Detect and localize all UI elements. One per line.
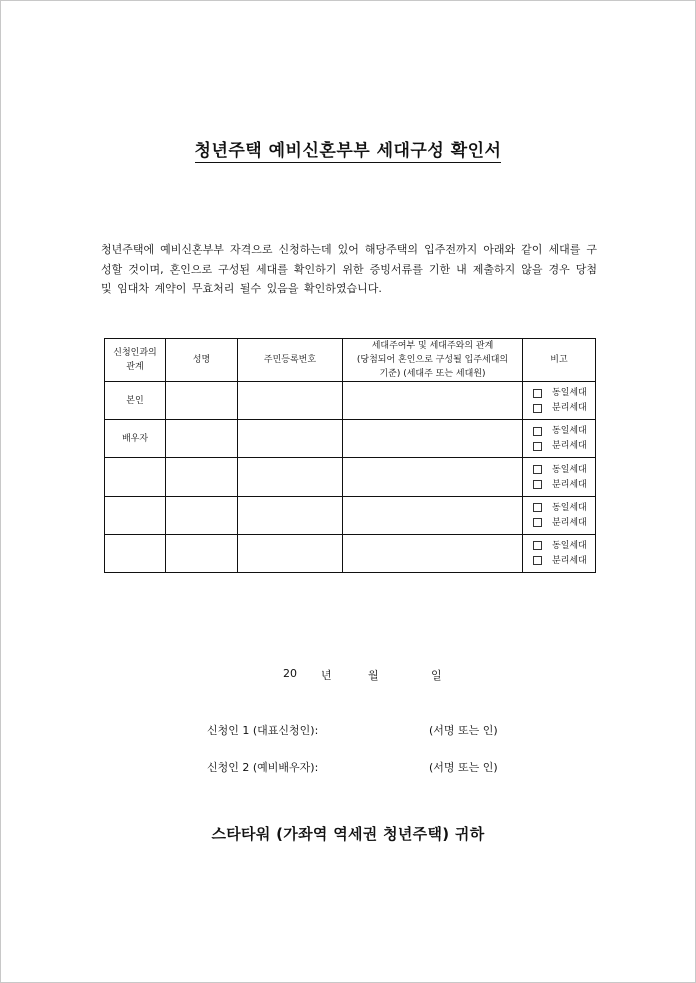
household-cell[interactable]: [343, 382, 523, 420]
table-header-row: [105, 339, 596, 382]
household-cell[interactable]: [343, 420, 523, 458]
header-name: 성명: [166, 339, 238, 382]
checkbox-icon[interactable]: [533, 480, 542, 489]
remark-cell: [523, 458, 596, 496]
separate-household-option[interactable]: 분리세대: [533, 515, 595, 530]
addressee: 스타타워 (가좌역 역세권 청년주택) 귀하: [211, 825, 485, 843]
id-number-cell[interactable]: [238, 534, 343, 572]
date-year-label: 년: [321, 669, 332, 682]
remark-cell: [523, 496, 596, 534]
relation-cell[interactable]: [105, 534, 166, 572]
table-row: [105, 382, 596, 420]
name-cell[interactable]: [166, 382, 238, 420]
date-day-label: 일: [431, 669, 442, 682]
id-number-cell[interactable]: [238, 382, 343, 420]
checkbox-icon[interactable]: [533, 427, 542, 436]
id-number-cell[interactable]: [238, 420, 343, 458]
table-row: [105, 534, 596, 572]
same-household-option[interactable]: 동일세대: [533, 500, 595, 515]
remark-cell: [523, 382, 596, 420]
same-household-option[interactable]: 동일세대: [533, 386, 595, 401]
same-household-option[interactable]: 동일세대: [533, 538, 595, 553]
separate-household-option[interactable]: 분리세대: [533, 477, 595, 492]
same-household-option[interactable]: 동일세대: [533, 424, 595, 439]
header-id-number: 주민등록번호: [238, 339, 343, 382]
date-year-prefix: 20: [283, 667, 297, 680]
checkbox-icon[interactable]: [533, 518, 542, 527]
household-cell[interactable]: [343, 496, 523, 534]
checkbox-icon[interactable]: [533, 556, 542, 565]
remark-cell: [523, 420, 596, 458]
id-number-cell[interactable]: [238, 458, 343, 496]
remark-cell: [523, 534, 596, 572]
checkbox-icon[interactable]: [533, 404, 542, 413]
signature-line-1-note[interactable]: (서명 또는 인): [429, 724, 498, 737]
id-number-cell[interactable]: [238, 496, 343, 534]
document-title: 청년주택 예비신혼부부 세대구성 확인서: [194, 141, 502, 161]
checkbox-icon[interactable]: [533, 541, 542, 550]
name-cell[interactable]: [166, 534, 238, 572]
separate-household-option[interactable]: 분리세대: [533, 553, 595, 568]
relation-cell: 배우자: [105, 420, 166, 458]
relation-cell: 본인: [105, 382, 166, 420]
table-row: [105, 420, 596, 458]
relation-cell[interactable]: [105, 458, 166, 496]
date-month-label: 월: [368, 669, 379, 682]
checkbox-icon[interactable]: [533, 503, 542, 512]
table-row: [105, 458, 596, 496]
signature-line-1-label: 신청인 1 (대표신청인):: [207, 724, 319, 737]
date-line: [1, 667, 696, 683]
checkbox-icon[interactable]: [533, 389, 542, 398]
signature-line-2-label: 신청인 2 (예비배우자):: [207, 761, 319, 774]
header-household: 세대주여부 및 세대주와의 관계 (당첨되어 혼인으로 구성될 입주세대의 기준) (세대주 또는 세대원): [343, 339, 523, 382]
household-table: [104, 338, 596, 573]
separate-household-option[interactable]: 분리세대: [533, 439, 595, 454]
table-row: [105, 496, 596, 534]
header-remark: 비고: [523, 339, 596, 382]
checkbox-icon[interactable]: [533, 465, 542, 474]
household-cell[interactable]: [343, 458, 523, 496]
intro-paragraph: 청년주택에 예비신혼부부 자격으로 신청하는데 있어 해당주택의 입주전까지 아래와 같이 세대를 구성할 것이며, 혼인으로 구성된 세대를 확인하기 위한 증빙서류를 기한 내 제출하지 않을 경우 당첨 및 임대차 계약이 무효처리 될수 있음을 확인하였습니다.: [101, 243, 597, 295]
header-relation: 신청인과의 관계: [105, 339, 166, 382]
name-cell[interactable]: [166, 420, 238, 458]
separate-household-option[interactable]: 분리세대: [533, 401, 595, 416]
name-cell[interactable]: [166, 458, 238, 496]
same-household-option[interactable]: 동일세대: [533, 462, 595, 477]
checkbox-icon[interactable]: [533, 442, 542, 451]
signature-line-2-note[interactable]: (서명 또는 인): [429, 761, 498, 774]
name-cell[interactable]: [166, 496, 238, 534]
relation-cell[interactable]: [105, 496, 166, 534]
household-cell[interactable]: [343, 534, 523, 572]
